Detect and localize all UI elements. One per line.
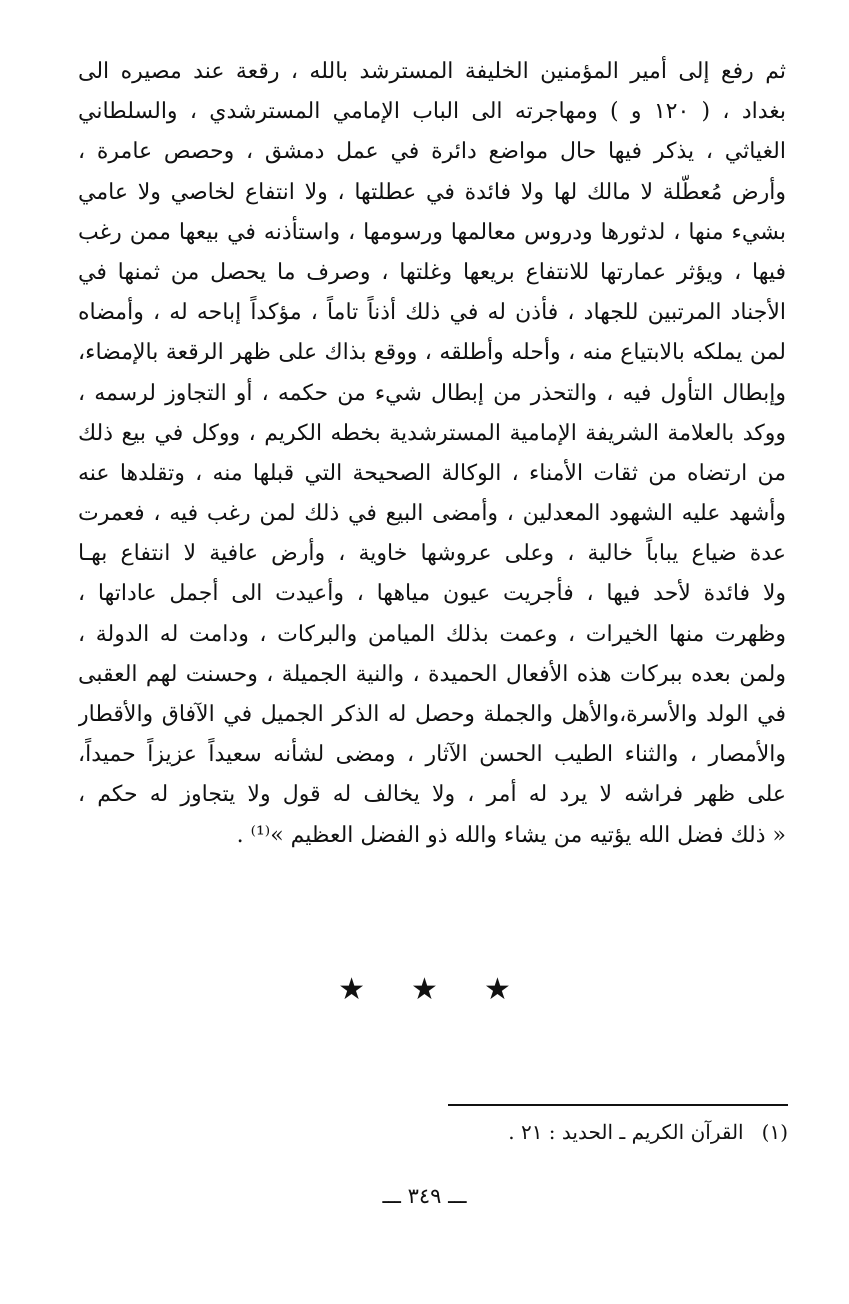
text-line: عدة ضياع يباباً خالية ، وعلى عروشها خاوية ، وأرض عافية لا انتفاع بهـا — [78, 541, 786, 567]
text-line: لمن يملكه بالابتياع منه ، وأحله وأطلقه ، ووقع بذاك على ظهر الرقعة بالإمضاء، — [78, 340, 786, 366]
page-number: ـــ ٣٤٩ ـــ — [382, 1184, 467, 1208]
text-line: ثم رفع إلى أمير المؤمنين الخليفة المسترشد بالله ، رقعة عند مصيره الى — [78, 59, 786, 84]
text-line: بغداد ، ( ١٢٠ و ) ومهاجرته الى الباب الإمامي المسترشدي ، والسلطاني — [78, 99, 786, 125]
footnote-marker: (١) — [761, 1120, 788, 1144]
text-line: وإبطال التأول فيه ، والتحذر من إبطال شيء من حكمه ، أو التجاوز لرسمه ، — [78, 380, 786, 406]
star-icon: ★ — [411, 972, 484, 1007]
main-text-block — [78, 52, 786, 856]
text-line: ولا فائدة لأحد فيها ، فأجريت عيون مياهها ، وأعيدت الى أجمل عاداتها ، — [78, 581, 786, 607]
text-line: بشيء منها ، لدثورها ودروس معالمها ورسومها ، واستأذنه في بيعها ممن رغب — [78, 219, 786, 245]
text-line: فيها ، ويؤثر عمارتها للانتفاع بريعها وغلتها ، وصرف ما يحصل من ثمنها في — [78, 259, 786, 285]
text-line-quran-quote: « ذلك فضل الله يؤتيه من يشاء والله ذو الفضل العظيم »⁽¹⁾ . — [236, 822, 786, 848]
text-line: على ظهر فراشه لا يرد له أمر ، ولا يخالف له قول ولا يتجاوز له حكم ، — [78, 782, 786, 808]
text-line: والأمصار ، والثناء الطيب الحسن الآثار ، ومضى لشأنه سعيداً عزيزاً حميداً، — [78, 742, 786, 768]
text-line: ولمن بعده ببركات هذه الأفعال الحميدة ، والنية الجميلة ، وحسنت لهم العقبى — [78, 661, 786, 687]
star-icon: ★ — [483, 972, 557, 1007]
text-line: الأجناد المرتبين للجهاد ، فأذن له في ذلك أذناً تاماً ، مؤكداً إباحه له ، وأمضاه — [78, 300, 786, 326]
star-icon: ★ — [338, 972, 412, 1007]
text-line: من ارتضاه من ثقات الأمناء ، الوكالة الصحيحة التي قبلها منه ، وتقلدها عنه — [78, 460, 786, 486]
text-line: في الولد والأسرة،والأهل والجملة وحصل له الذكر الجميل في الآفاق والأقطار — [78, 702, 786, 727]
text-line: ووكد بالعلامة الشريفة الإمامية المسترشدية بخطه الكريم ، ووكل في بيع ذلك — [78, 420, 786, 446]
footnote-text: القرآن الكريم ـ الحديد : ٢١ . — [508, 1120, 744, 1144]
section-break-stars — [0, 972, 849, 1007]
footnote — [380, 1116, 788, 1148]
text-line: وأرض مُعطّلة لا مالك لها ولا فائدة في عطلتها ، ولا انتفاع لخاصي ولا عامي — [78, 179, 786, 205]
text-line: الغياثي ، يذكر فيها حال مواضع دائرة في عمل دمشق ، وحصص عامرة ، — [78, 139, 786, 165]
text-line: وأشهد عليه الشهود المعدلين ، وأمضى البيع في ذلك لمن رغب فيه ، فعمرت — [78, 501, 786, 527]
text-line: وظهرت منها الخيرات ، وعمت بذلك الميامن والبركات ، ودامت له الدولة ، — [78, 621, 786, 647]
footnote-divider — [448, 1104, 788, 1106]
